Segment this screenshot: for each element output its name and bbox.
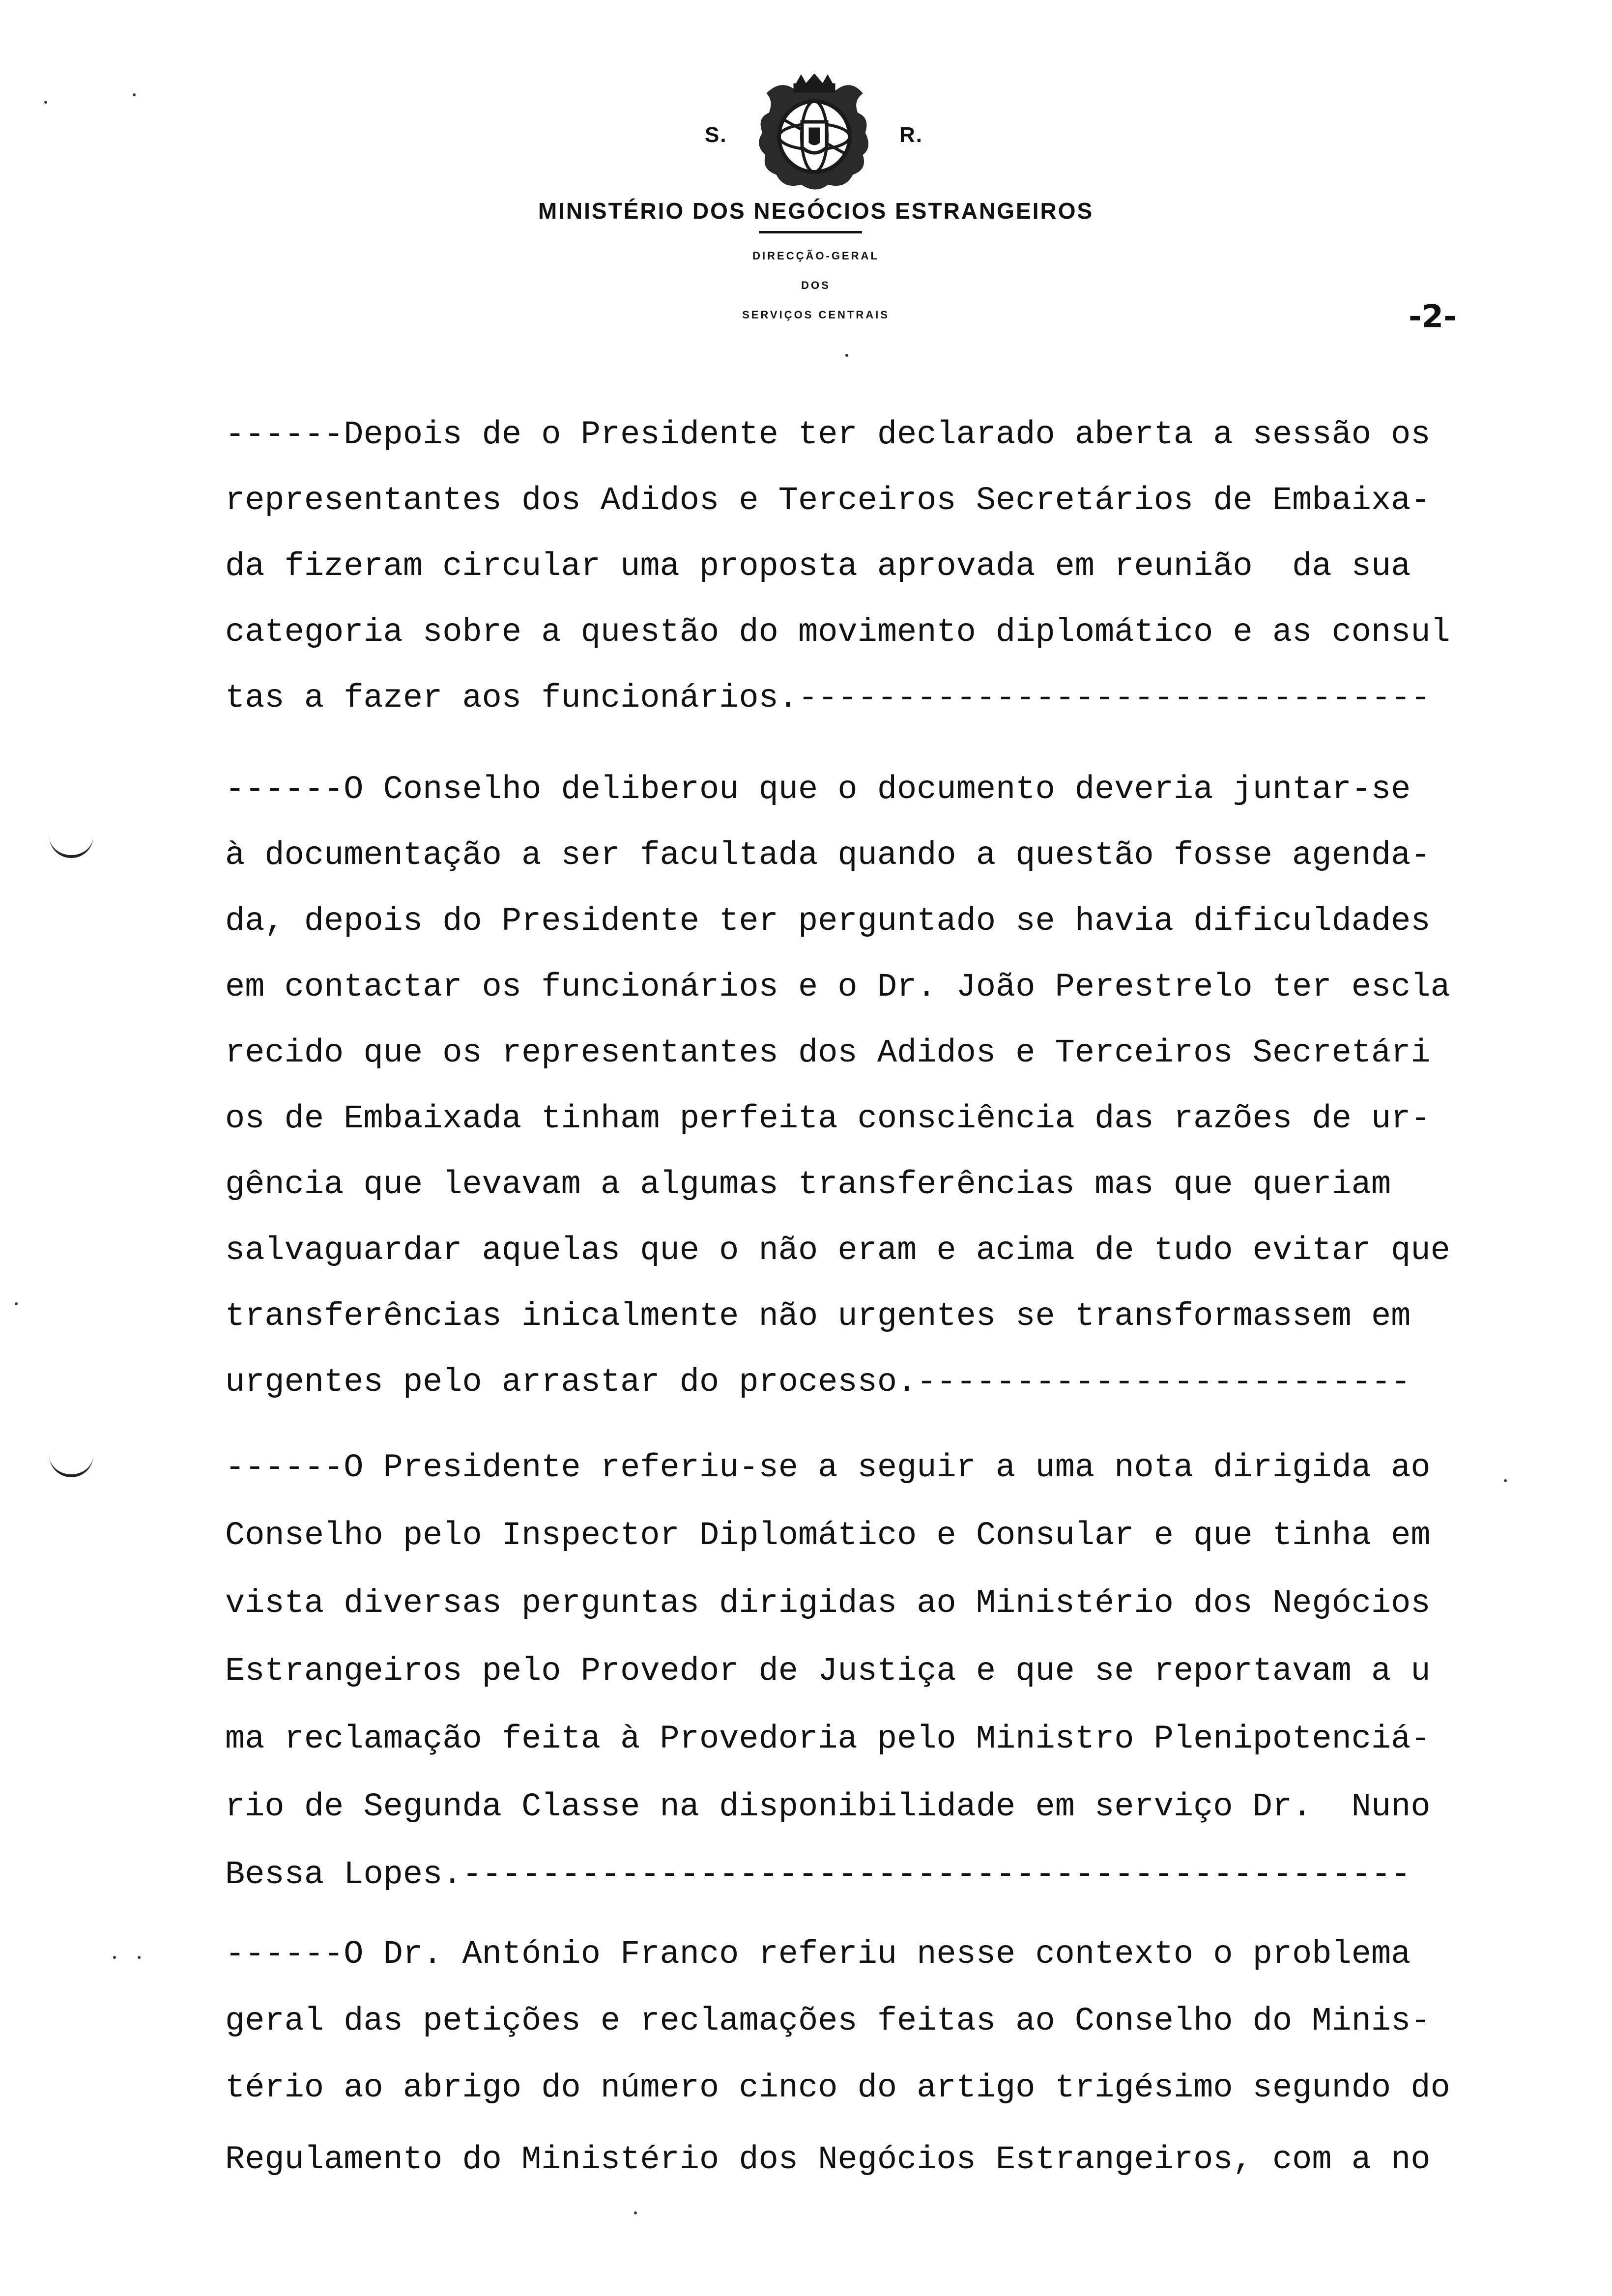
punch-hole-mark <box>49 835 93 858</box>
punch-hole-mark <box>49 1455 93 1477</box>
paragraph-line: Regulamento do Ministério dos Negócios Estrangeiros, com a no <box>225 2141 1431 2179</box>
paragraph-line: vista diversas perguntas dirigidas ao Ministério dos Negócios <box>225 1585 1431 1622</box>
department-line-3: SERVIÇOS CENTRAIS <box>742 309 890 321</box>
paragraph-line: salvaguardar aquelas que o não eram e acima de tudo evitar que <box>225 1232 1450 1269</box>
letterhead <box>0 74 1612 201</box>
scan-speck <box>133 93 136 96</box>
paragraph-line: ------Depois de o Presidente ter declarado aberta a sessão os <box>225 416 1431 454</box>
paragraph-line: recido que os representantes dos Adidos e Terceiros Secretári <box>225 1034 1431 1072</box>
paragraph-line: geral das petições e reclamações feitas ao Conselho do Minis- <box>225 2003 1431 2040</box>
letterhead-left-letter: S. <box>705 123 727 147</box>
scan-speck <box>113 1956 116 1959</box>
page-number: -2- <box>1409 299 1457 335</box>
paragraph-line: categoria sobre a questão do movimento diplomático e as consul <box>225 614 1450 651</box>
department-line-1: DIRECÇÃO-GERAL <box>752 250 879 262</box>
paragraph-line: urgentes pelo arrastar do processo.------------------------- <box>225 1364 1411 1401</box>
scan-speck <box>15 1302 18 1305</box>
paragraph-line: tério ao abrigo do número cinco do artigo trigésimo segundo do <box>225 2069 1450 2107</box>
scan-speck <box>138 1956 141 1959</box>
paragraph-line: à documentação a ser facultada quando a questão fosse agenda- <box>225 837 1431 874</box>
department-line-2: DOS <box>801 279 831 291</box>
letterhead-right-letter: R. <box>899 123 923 147</box>
paragraph-line: em contactar os funcionários e o Dr. João Perestrelo ter escla <box>225 969 1450 1006</box>
paragraph-line: da, depois do Presidente ter perguntado se havia dificuldades <box>225 903 1431 940</box>
paragraph-line: os de Embaixada tinham perfeita consciência das razões de ur- <box>225 1100 1431 1138</box>
scan-speck <box>634 2211 637 2214</box>
paragraph-line: da fizeram circular uma proposta aprovada em reunião da sua <box>225 548 1411 585</box>
paragraph-line: ------O Dr. António Franco referiu nesse contexto o problema <box>225 1936 1411 1973</box>
scan-speck <box>845 354 848 357</box>
paragraph-line: Bessa Lopes.------------------------------------------------ <box>225 1856 1411 1894</box>
ministry-underline <box>759 231 862 233</box>
scan-speck <box>44 101 47 104</box>
paragraph-line: Conselho pelo Inspector Diplomático e Consular e que tinha em <box>225 1517 1431 1554</box>
paragraph-line: representantes dos Adidos e Terceiros Secretários de Embaixa- <box>225 482 1431 519</box>
paragraph-line: Estrangeiros pelo Provedor de Justiça e que se reportavam a u <box>225 1653 1431 1690</box>
coat-of-arms-emblem <box>747 74 880 197</box>
paragraph-line: rio de Segunda Classe na disponibilidade em serviço Dr. Nuno <box>225 1788 1431 1826</box>
paragraph-line: ------O Presidente referiu-se a seguir a uma nota dirigida ao <box>225 1449 1431 1487</box>
paragraph-line: transferências inicalmente não urgentes se transformassem em <box>225 1298 1411 1335</box>
paragraph-line: tas a fazer aos funcionários.-------------------------------- <box>225 680 1431 717</box>
ministry-title: MINISTÉRIO DOS NEGÓCIOS ESTRANGEIROS <box>538 198 1094 224</box>
paragraph-line: gência que levavam a algumas transferências mas que queriam <box>225 1166 1391 1204</box>
scan-speck <box>1504 1479 1507 1482</box>
paragraph-line: ma reclamação feita à Provedoria pelo Ministro Plenipotenciá- <box>225 1721 1431 1758</box>
paragraph-line: ------O Conselho deliberou que o documento deveria juntar-se <box>225 771 1411 808</box>
